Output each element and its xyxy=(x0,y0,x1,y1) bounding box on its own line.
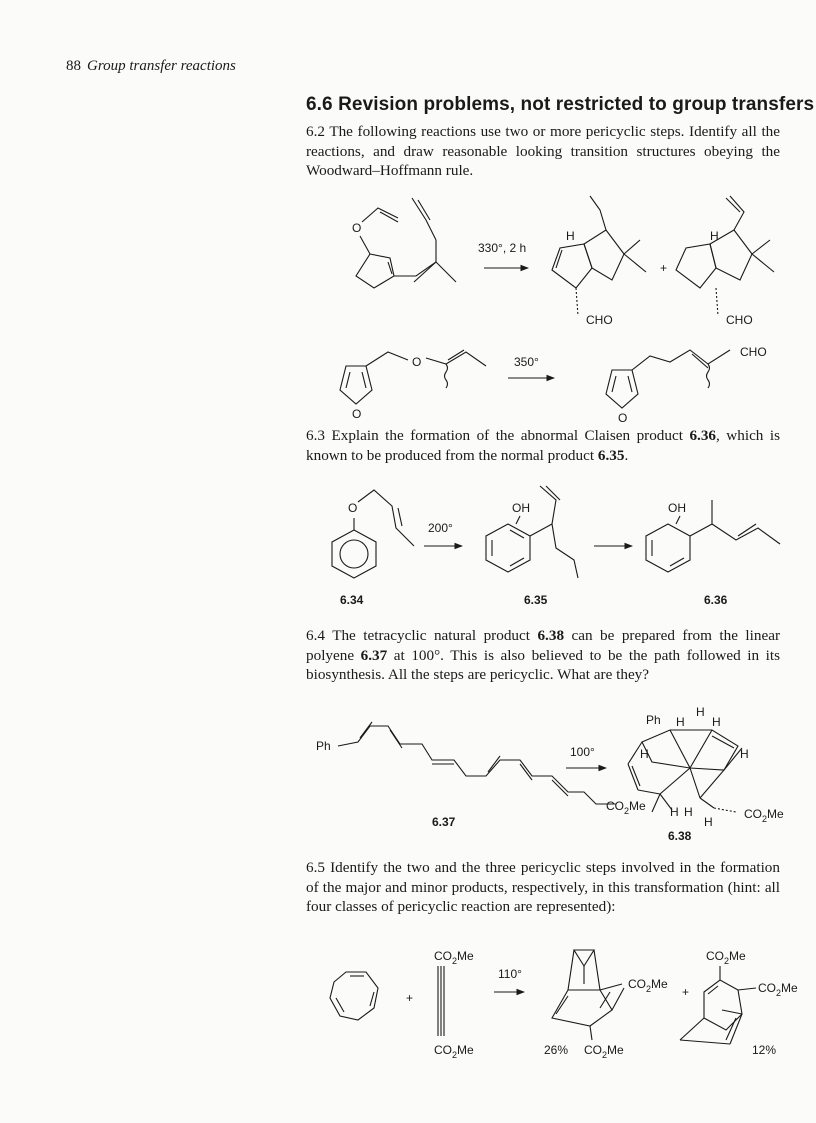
dmad xyxy=(434,949,474,1060)
condition-110: 110° xyxy=(498,967,522,981)
minor-product xyxy=(680,949,798,1057)
plus-sign: + xyxy=(660,261,668,275)
compound-ref: 6.35 xyxy=(597,446,625,464)
h-label: H xyxy=(676,715,685,729)
ester-label: $CO_2Me$ xyxy=(744,807,784,824)
problem-text: The following reactions use two or more pericyclic steps. Identify all the reactions, and draw reasonable looking transition structures obeying the Woodward–Hoffmann rule. xyxy=(306,123,780,179)
compound-6-37 xyxy=(316,722,646,829)
problem-number: 6.3 xyxy=(306,427,325,444)
compound-label: 6.37 xyxy=(432,815,456,829)
condition-100: 100° xyxy=(570,745,595,759)
hydroxyl-label: OH xyxy=(668,501,686,515)
page-number: 88 xyxy=(66,58,81,74)
chapter-title: Group transfer reactions xyxy=(87,58,236,74)
ester-label: $CO_2Me$ xyxy=(434,949,474,966)
ester-label: $CO_2Me$ xyxy=(584,1043,624,1060)
problem-6-5 xyxy=(306,858,780,917)
ester-label: $CO_2Me$ xyxy=(606,799,646,816)
h-label: H xyxy=(740,747,749,761)
compound-6-35 xyxy=(486,486,578,607)
compound-6-38 xyxy=(628,705,784,843)
condition-350: 350° xyxy=(514,355,539,369)
condition-330: 330°, 2 h xyxy=(478,241,527,255)
compound-ref: 6.38 xyxy=(537,627,565,644)
h-label: H xyxy=(670,805,679,819)
compound-ref: 6.36 xyxy=(689,427,717,444)
section-title: 6.6 Revision problems, not restricted to group transfers xyxy=(306,94,815,115)
h-label: H xyxy=(704,815,713,829)
aldehyde-label: CHO xyxy=(586,313,613,327)
compound-6-34 xyxy=(332,490,414,607)
h-label: H xyxy=(710,229,719,243)
phenyl-label: Ph xyxy=(646,713,661,727)
hydroxyl-label: OH xyxy=(512,501,530,515)
scheme-6-3 xyxy=(300,480,800,610)
running-head xyxy=(66,58,236,75)
scheme-6-4 xyxy=(300,704,800,850)
h-label: H xyxy=(566,229,575,243)
problem-6-3 xyxy=(306,426,780,465)
h-label: H xyxy=(640,747,649,761)
ether-oxygen: O xyxy=(412,355,422,369)
phenyl-label: Ph xyxy=(316,739,331,753)
ester-label: $CO_2Me$ xyxy=(628,977,668,994)
ester-label: $CO_2Me$ xyxy=(706,949,746,966)
plus-sign: + xyxy=(682,985,690,999)
furan-product xyxy=(606,345,767,425)
compound-label: 6.38 xyxy=(668,829,692,843)
compound-label: 6.35 xyxy=(524,593,548,607)
cycloheptatriene xyxy=(330,972,378,1020)
oxygen-label: O xyxy=(348,501,358,515)
problem-number: 6.4 xyxy=(306,627,325,644)
furan-oxygen: O xyxy=(352,407,362,421)
problem-number: 6.5 xyxy=(306,859,325,876)
h-label: H xyxy=(696,705,705,719)
problem-text: at 100°. This is also believed to be the path followed in its biosynthesis. All the steps are pericyclic. What are they? xyxy=(306,646,780,683)
scheme-6-2 xyxy=(300,196,800,425)
plus-sign: + xyxy=(406,991,414,1005)
reactant-1 xyxy=(352,198,456,288)
problem-text: Identify the two and the three pericyclic steps involved in the formation of the major and minor products, respectively, in this transformation (hint: all four classes of pericyclic reaction are represented): xyxy=(306,859,780,915)
compound-6-36 xyxy=(646,500,780,607)
condition-200: 200° xyxy=(428,521,453,535)
scheme-6-5 xyxy=(300,936,800,1066)
furan-oxygen: O xyxy=(618,411,628,425)
product-b xyxy=(676,196,774,327)
problem-text: can be prepared from the linear polyene xyxy=(306,627,780,664)
aldehyde-label: CHO xyxy=(726,313,753,327)
problem-text: The tetracyclic natural product xyxy=(332,627,538,644)
ester-label: $CO_2Me$ xyxy=(434,1043,474,1060)
yield-minor: 12% xyxy=(752,1043,777,1057)
problem-text: , which is known to be produced from the normal product xyxy=(306,427,781,464)
compound-label: 6.34 xyxy=(340,593,364,607)
product-a xyxy=(552,196,646,327)
problem-6-2 xyxy=(306,122,780,181)
aldehyde-label: CHO xyxy=(740,345,767,359)
problem-number: 6.2 xyxy=(306,123,325,140)
ester-label: $CO_2Me$ xyxy=(758,981,798,998)
problem-text: Explain the formation of the abnormal Claisen product xyxy=(331,427,690,444)
compound-label: 6.36 xyxy=(704,593,728,607)
h-label: H xyxy=(684,805,693,819)
oxygen-label: O xyxy=(352,221,362,235)
problem-6-4 xyxy=(306,626,780,685)
yield-major: 26% xyxy=(544,1043,569,1057)
h-label: H xyxy=(712,715,721,729)
problem-text: . xyxy=(624,446,629,464)
furan-reactant xyxy=(340,350,486,421)
major-product xyxy=(544,950,668,1060)
compound-ref: 6.37 xyxy=(360,646,388,664)
